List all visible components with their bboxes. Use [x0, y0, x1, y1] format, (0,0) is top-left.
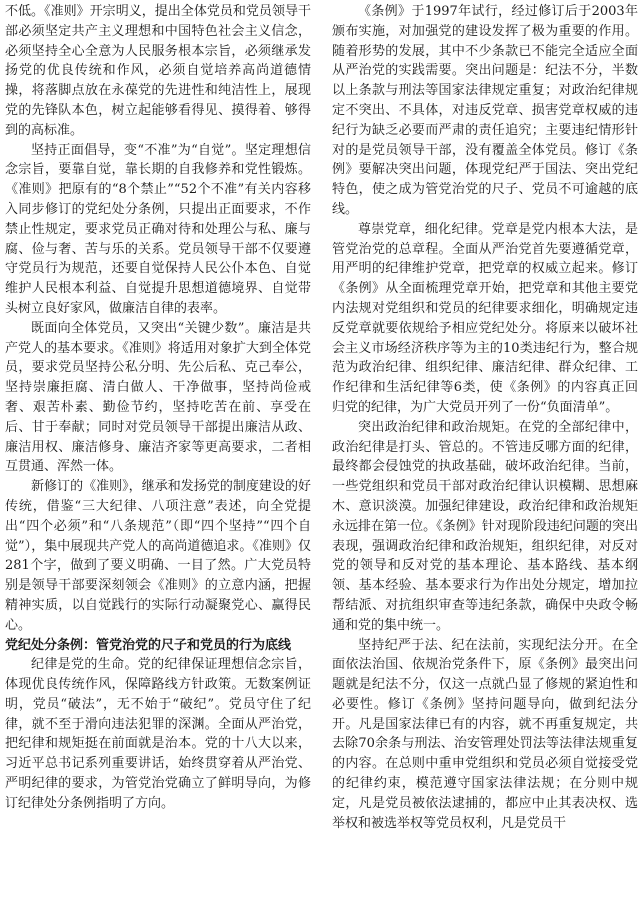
left-column: [5, 2, 311, 814]
right-paragraph-3: 突出政治纪律和政治规矩。在党的全部纪律中，政治纪律是打头、管总的。不管违反哪方面的纪律，最终都会侵蚀党的执政基础，破坏政治纪律。当前，一些党组织和党员干部对政治纪律认识模糊、思想麻木、意识淡漠。加强纪律建设，政治纪律和政治规矩永远排在第一位。《条例》针对现阶段违纪问题的突出表现，强调政治纪律和政治规矩，组织纪律，对反对党的领导和反对党的基本理论、基本路线、基本纲领、基本经验、基本要求行为作出处分规定，增加拉帮结派、对抗组织审查等违纪条款，确保中央政令畅通和党的集中统一。: [332, 419, 638, 633]
left-paragraph-4: 新修订的《准则》，继承和发扬党的制度建设的好传统，借鉴“三大纪律、八项注意”表述，向全党提出“四个必须”和“八条规范”（即“四个坚持”“四个自觉”），集中展现共产党人的高尚道德追求。《准则》仅281个字，做到了要义明确、一目了然。广大党员特别是领导干部要深刻领会《准则》的立意内涵，把握精神实质，以自觉践行的实际行动凝聚党心、赢得民心。: [5, 479, 311, 633]
right-paragraph-2: 尊崇党章，细化纪律。党章是党内根本大法，是管党治党的总章程。全面从严治党首先要遵循党章，用严明的纪律维护党章，把党章的权威立起来。修订《条例》从全面梳理党章开始，把党章和其他主要党内法规对党组织和党员的纪律要求细化，明确规定违反党章就要依规给予相应党纪处分。将原来以破坏社会主义市场经济秩序等为主的10类违纪行为，整合规范为政治纪律、组织纪律、廉洁纪律、群众纪律、工作纪律和生活纪律等6类，使《条例》的内容真正回归党的纪律，为广大党员开列了一份“负面清单”。: [332, 221, 638, 415]
left-paragraph-2: 坚持正面倡导，变“不准”为“自觉”。坚定理想信念宗旨，要靠自觉，靠长期的自我修养和党性锻炼。《准则》把原有的“8个禁止”“52个不准”有关内容移入同步修订的党纪处分条例，只提出正面要求，不作禁止性规定，要求党员正确对待和处理公与私、廉与腐、俭与奢、苦与乐的关系。党员领导干部不仅要遵守党员行为规范，还要自觉保持人民公仆本色、自觉维护人民根本利益、自觉提升思想道德境界、自觉带头树立良好家风，做廉洁自律的表率。: [5, 142, 311, 316]
right-paragraph-1: 《条例》于1997年试行，经过修订后于2003年颁布实施，对加强党的建设发挥了极为重要的作用。随着形势的发展，其中不少条款已不能完全适应全面从严治党的实践需要。突出问题是：纪法不分，半数以上条款与刑法等国家法律规定重复；对政治纪律规定不突出、不具体，对违反党章、损害党章权威的违纪行为缺乏必要而严肃的责任追究；主要违纪情形针对的是党员领导干部，没有覆盖全体党员。修订《条例》要解决突出问题，体现党纪严于国法、突出党纪特色，使之成为管党治党的尺子、党员不可逾越的底线。: [332, 4, 638, 217]
left-paragraph-5: 纪律是党的生命。党的纪律保证理想信念宗旨，体现优良传统作风，保障路线方针政策。无数案例证明，党员“破法”，无不始于“破纪”。党员守住了纪律，就不至于滑向违法犯罪的深渊。全面从严治党，把纪律和规矩挺在前面就是治本。党的十八大以来，习近平总书记系列重要讲话，始终贯穿着从严治党、严明纪律的要求，为管党治党确立了鲜明导向，为修订纪律处分条例指明了方向。: [5, 657, 311, 811]
right-column: [332, 2, 638, 833]
right-paragraph-4: 坚持纪严于法、纪在法前，实现纪法分开。在全面依法治国、依规治党条件下，原《条例》最突出问题就是纪法不分，仅这一点就凸显了修规的紧迫性和必要性。修订《条例》坚持问题导向，做到纪法分开。凡是国家法律已有的内容，就不再重复规定，共去除70余条与刑法、治安管理处罚法等法律法规重复的内容。在总则中重申党组织和党员必须自觉接受党的纪律约束，模范遵守国家法律法规；在分则中规定，凡是党员被依法逮捕的，都应中止其表决权、选举权和被选举权等党员权利，凡是党员干: [332, 637, 638, 831]
left-paragraph-1: 不低。《准则》开宗明义，提出全体党员和党员领导干部必须坚定共产主义理想和中国特色社会主义信念，必须坚持全心全意为人民服务根本宗旨，必须继承发扬党的优良传统和作风，必须自觉培养高尚道德情操，将落脚点放在永葆党的先进性和纯洁性上，展现党的先锋队本色，树立起能够看得见、摸得着、够得到的高标准。: [5, 4, 311, 138]
section-heading: 党纪处分条例：管党治党的尺子和党员的行为底线: [5, 637, 292, 653]
left-paragraph-3: 既面向全体党员，又突出“关键少数”。廉洁是共产党人的基本要求。《准则》将适用对象扩大到全体党员，要求党员坚持公私分明、先公后私、克己奉公，坚持崇廉拒腐、清白做人、干净做事，坚持尚俭戒奢、艰苦朴素、勤俭节约，坚持吃苦在前、享受在后、甘于奉献；同时对党员领导干部提出廉洁从政、廉洁用权、廉洁修身、廉洁齐家等更高要求，二者相互贯通、浑然一体。: [5, 320, 311, 475]
